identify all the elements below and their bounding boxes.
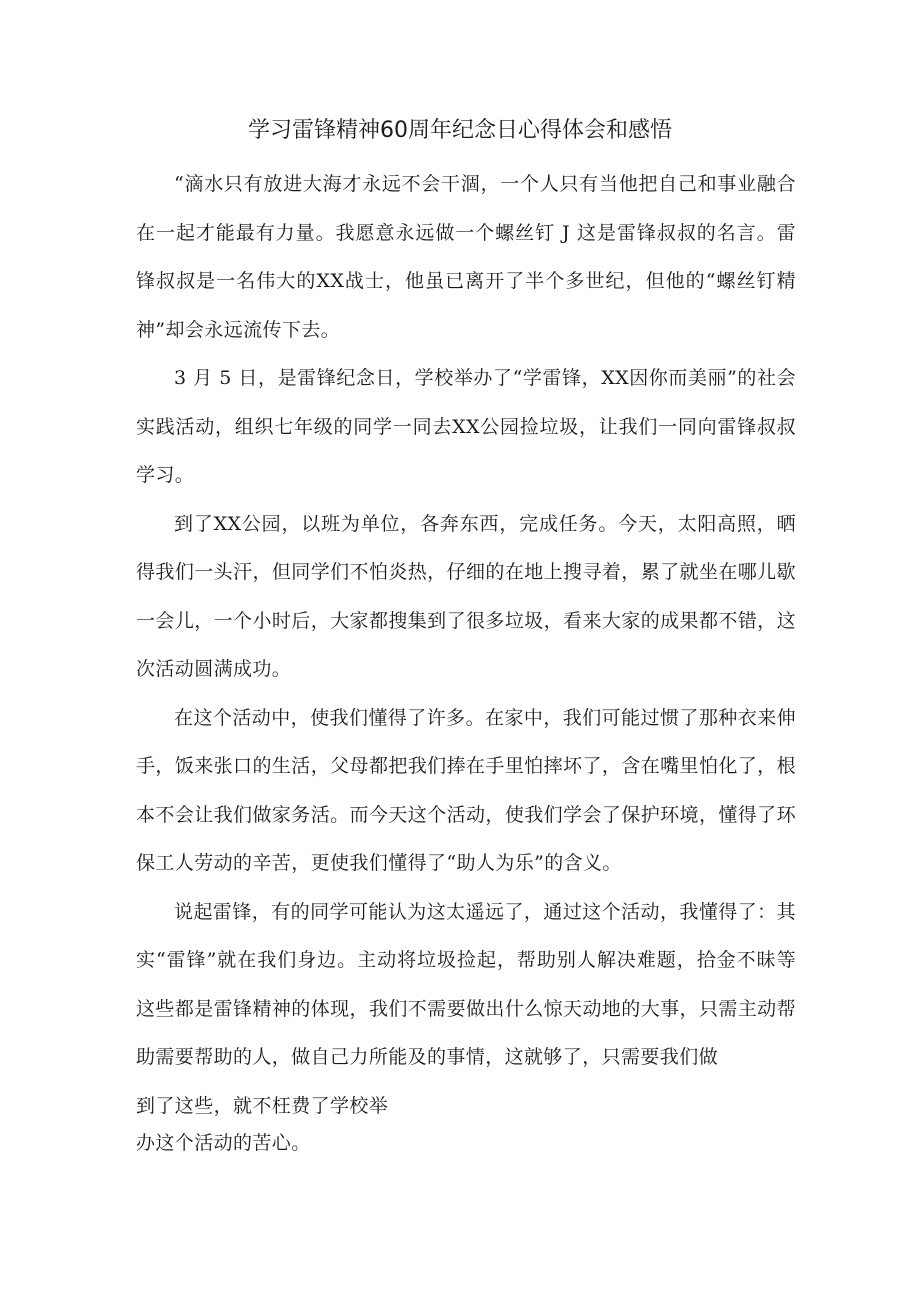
document-title: 学习雷锋精神60周年纪念日心得体会和感悟: [248, 118, 672, 143]
paragraph-4: 在这个活动中，使我们懂得了许多。在家中，我们可能过惯了那种衣来伸手，饭来张口的生活，父母都把我们捧在手里怕摔坏了，含在嘴里怕化了，根本不会让我们做家务活。而今天这个活动，使我们学会了保护环境，懂得了环保工人劳动的辛苦，更使我们懂得了“助人为乐”的含义。: [136, 706, 796, 874]
paragraph-5-tail-line-2: 办这个活动的苦心。: [136, 1131, 311, 1154]
paragraph-3: 到了XX公园，以班为单位，各奔东西，完成任务。今天，太阳高照，晒得我们一头汗，但同学们不怕炎热，仔细的在地上搜寻着，累了就坐在哪儿歇一会儿，一个小时后，大家都搜集到了很多垃圾，看来大家的成果都不错，这次活动圆满成功。: [136, 512, 796, 680]
paragraph-5-tail-line-1: 到了这些，就不枉费了学校举: [136, 1094, 389, 1117]
paragraph-2: 3 月 5 日，是雷锋纪念日，学校举办了“学雷锋，XX因你而美丽”的社会实践活动，组织七年级的同学一同去XX公园捡垃圾，让我们一同向雷锋叔叔学习。: [136, 367, 796, 486]
paragraph-1: “滴水只有放进大海才永远不会干涸，一个人只有当他把自己和事业融合在一起才能最有力量。我愿意永远做一个螺丝钉 J 这是雷锋叔叔的名言。雷锋叔叔是一名伟大的XX战士，他虽已离开了半个多世纪，但他的“螺丝钉精神”却会永远流传下去。: [136, 173, 796, 341]
paragraph-5: 说起雷锋，有的同学可能认为这太遥远了，通过这个活动，我懂得了：其实“雷锋”就在我们身边。主动将垃圾捡起，帮助别人解决难题，拾金不昧等这些都是雷锋精神的体现，我们不需要做出什么惊天动地的大事，只需主动帮助需要帮助的人，做自己力所能及的事情，这就够了，只需要我们做: [136, 900, 796, 1068]
document-body: [136, 160, 796, 1156]
